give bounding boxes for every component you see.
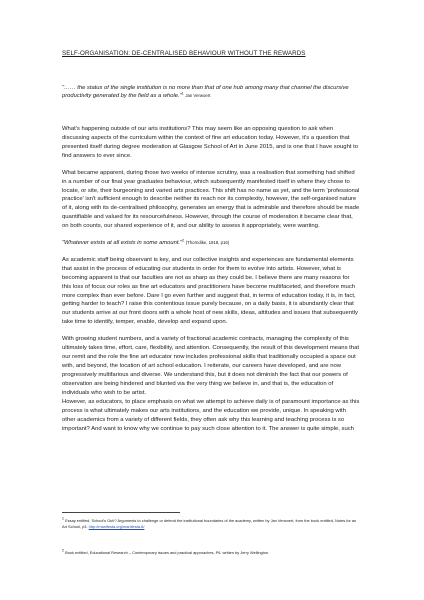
footnote-mark: 2 [62, 548, 64, 553]
inline-quote-text: "Whatever exists at all exists in some amount." [62, 240, 183, 247]
footnote-2 [62, 550, 360, 556]
footnote-ref-2: 2 [182, 238, 185, 243]
inline-quote-attribution: (Thorndike, 1918, p16) [185, 240, 230, 246]
footnotes-section [62, 512, 360, 556]
footnote-text: Essay entitled, School's Out!? Arguments to challenge or defend the institutional boundaries of the academy, written by Jan Verwoert, from the book entitled, Notes for an Art School, p3. [62, 518, 357, 529]
footnote-ref-1: 1 [181, 92, 184, 97]
footnote-link[interactable]: http://manifesta.org/manifesta-6/ [88, 523, 145, 529]
body-paragraph: However, as educators, to place emphasis on what we attempt to achieve daily is of paramount importance as this process is what ultimately makes our arts institutions, and the education we provide, unique. In speaking with other academics from a variety of different fields, they often ask why this learning and teaching process is so important? And want to know why we continue to pay such close attention to it. The answer is quite simple, such [62, 399, 360, 432]
footnote-1 [62, 518, 360, 529]
body-paragraph: What became apparent, during those two weeks of intense scrutiny, was a realisation that something had shifted in a number of our final year graduates behaviour, which subsequently manifested itself in where they chose to locate, or site, their burgeoning and varied arts practices. This shift has no name as yet, and the term 'professional practice' isn't sufficient enough to describe neither its reach nor its complexity, however, the self-organised nature of it, along with its de-centralised philosophy, generates an energy that is admirable and therefore should be made quantifiable and valued for its resourcefulness. However, through the course of moderation it became clear that, on both counts, our shared experience of it, and our ability to assess it appropriately, were wanting. [62, 169, 360, 230]
footnote-divider [62, 512, 180, 513]
body-paragraph: What's happening outside of our arts institutions? This may seem like an opposing question to ask when discussing aspects of the curriculum within the context of fine art education today. However, it's a question that presented itself during degree moderation at Glasgow School of Art in June 2015, and is one that I have sought to find answers to ever since. [62, 125, 359, 159]
inline-quote [62, 239, 360, 247]
epigraph-attribution: Jan Verwoert [185, 93, 211, 99]
document-body [62, 50, 360, 434]
epigraph-quote [62, 85, 360, 101]
epigraph-quote-text: "…… the status of the single institution is no more than that of one hub among many that channel the discursive productivity generated by the field as a whole." [62, 85, 349, 100]
body-paragraph: With growing student numbers, and a variety of fractional academic contracts, managing the complexity of this ultimately takes time, effort, care, flexibility, and attention. Consequently, the result of this development means that our remit and the role the fine art educator now includes professional skills that traditionally occupied a space out with, and beyond, the location of art school education. I reiterate, our careers have developed, and are now progressively multifarious and diverse. We understand this, but it does not diminish the fact that our powers of observation are being hindered and blunted via the very thing we believe in, and that is, the education of individuals who wish to be artist. [62, 336, 359, 397]
document-title: SELF-ORGANISATION: DE-CENTRALISED BEHAVIOUR WITHOUT THE REWARDS [62, 50, 306, 57]
footnote-mark: 1 [62, 516, 64, 521]
body-paragraph: As academic staff being observant is key, and our collective insights and experiences are fundamental elements that assist in the process of educating our students in order for them to evolve into artists. However, what is becoming apparent is that our faculties are not as sharp as they could be. I believe there are many reasons for this loss of focus our roles as fine art educators and practitioners have become multifaceted, and therefore much more complex than ever before. Dare I go even further and suggest that, in terms of education today, it is, in fact, getting harder to teach? I raise this contentious issue purely because, on a daily basis, it is abundantly clear that our students arrive at our front doors with a whole host of new skills, ideas, attitudes and issues that subsequently take time to identify, temper, enable, develop and expand upon. [62, 256, 359, 326]
footnote-text: Book entitled, Educational Research – Contemporary issues and practical approaches, P6. written by Jerry Wellington. [65, 550, 270, 556]
